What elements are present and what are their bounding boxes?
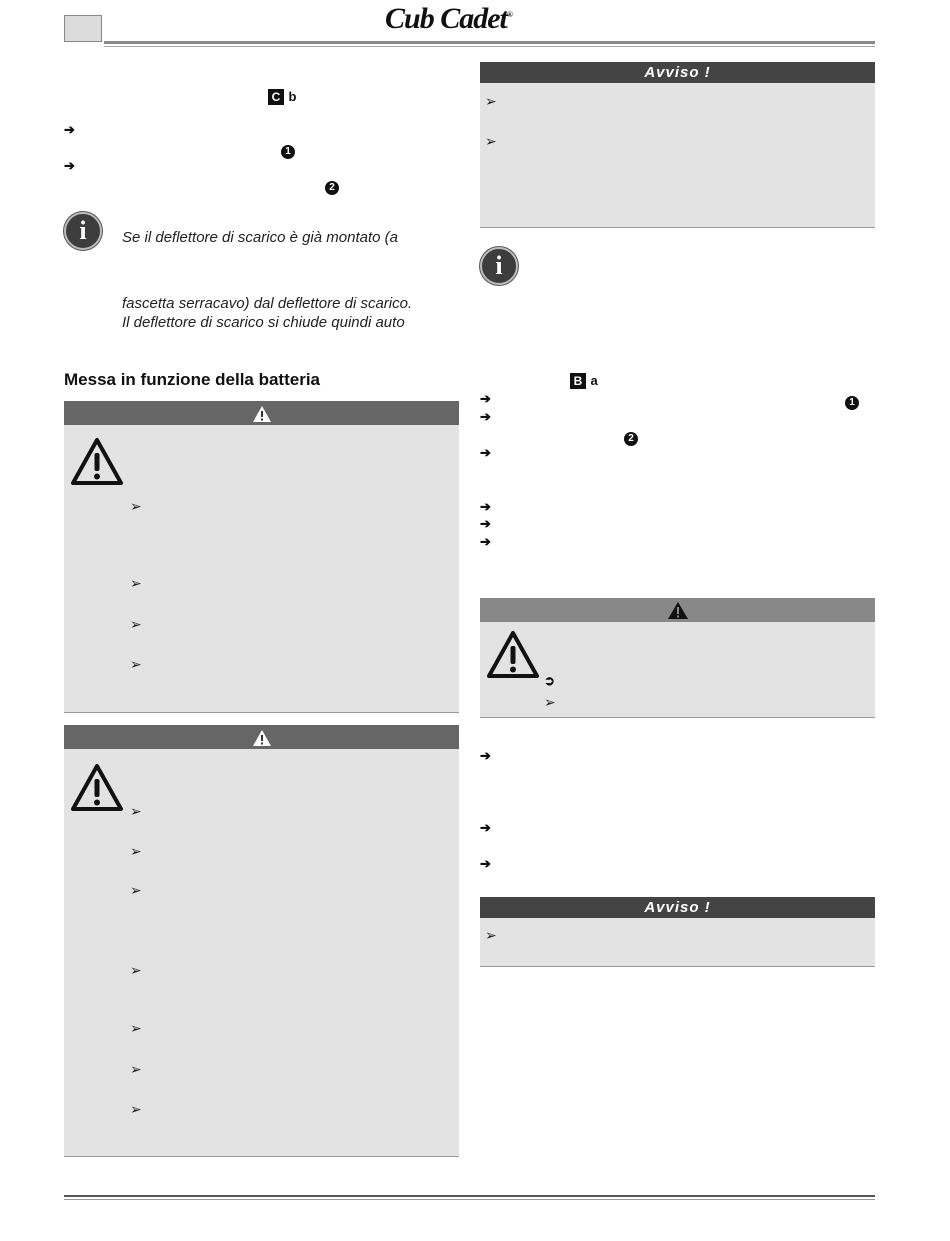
arrow-icon: ➔ [480,409,491,424]
hazard-icon [486,630,540,680]
info-note-line3: Il deflettore di scarico si chiude quindi auto [122,314,405,331]
notice-box-2 [480,897,875,967]
info-icon: i [480,247,518,285]
arrow-icon: ➔ [64,122,75,137]
figure-ref-c-b [268,88,296,106]
return-icon: ➲ [544,673,555,688]
chevron-icon: ➢ [130,1061,142,1077]
warning-box-header [64,401,459,425]
arrow-icon: ➔ [480,856,491,871]
chevron-icon: ➢ [485,133,497,149]
info-icon: i [64,212,102,250]
chevron-icon: ➢ [130,575,142,591]
chevron-icon: ➢ [485,93,497,109]
warning-icon [252,729,272,747]
warning-icon [667,601,689,620]
warning-box-header [480,598,875,622]
warning-box-2 [64,725,459,1157]
info-note-line1: Se il deflettore di scarico è già montato (a [122,229,398,246]
warning-box-header [64,725,459,749]
figure-ref-b-a [570,372,598,390]
chevron-icon: ➢ [544,694,556,710]
chevron-icon: ➢ [130,616,142,632]
arrow-icon: ➔ [480,391,491,406]
arrow-icon: ➔ [64,158,75,173]
notice-box-1 [480,62,875,228]
notice-box-title: Avviso ! [480,897,875,918]
arrow-icon: ➔ [480,748,491,763]
step-number-1: 1 [845,396,859,410]
chevron-icon: ➢ [130,962,142,978]
footer-rule [64,1195,875,1200]
figure-sub: b [288,89,297,104]
figure-letter: B [570,373,586,389]
step-number-1: 1 [281,145,295,159]
notice-box-title: Avviso ! [480,62,875,83]
chevron-icon: ➢ [130,498,142,514]
step-number-2: 2 [624,432,638,446]
hazard-icon [70,437,124,487]
chevron-icon: ➢ [130,882,142,898]
arrow-icon: ➔ [480,820,491,835]
chevron-icon: ➢ [130,1020,142,1036]
brand-logo: Cub Cadet® [385,2,512,35]
chevron-icon: ➢ [130,803,142,819]
info-note-line2: fascetta serracavo) dal deflettore di scarico. [122,295,413,312]
chevron-icon: ➢ [130,656,142,672]
warning-icon [252,405,272,423]
hazard-icon [70,763,124,813]
step-number-2: 2 [325,181,339,195]
chevron-icon: ➢ [485,927,497,943]
arrow-icon: ➔ [480,516,491,531]
chevron-icon: ➢ [130,1101,142,1117]
figure-letter: C [268,89,284,105]
figure-sub: a [590,373,598,388]
arrow-icon: ➔ [480,534,491,549]
page-number-box [64,15,102,42]
section-title: Messa in funzione della batteria [64,370,321,389]
arrow-icon: ➔ [480,499,491,514]
warning-box-1 [64,401,459,713]
arrow-icon: ➔ [480,445,491,460]
chevron-icon: ➢ [130,843,142,859]
header-rule [104,41,875,47]
warning-box-3 [480,598,875,718]
